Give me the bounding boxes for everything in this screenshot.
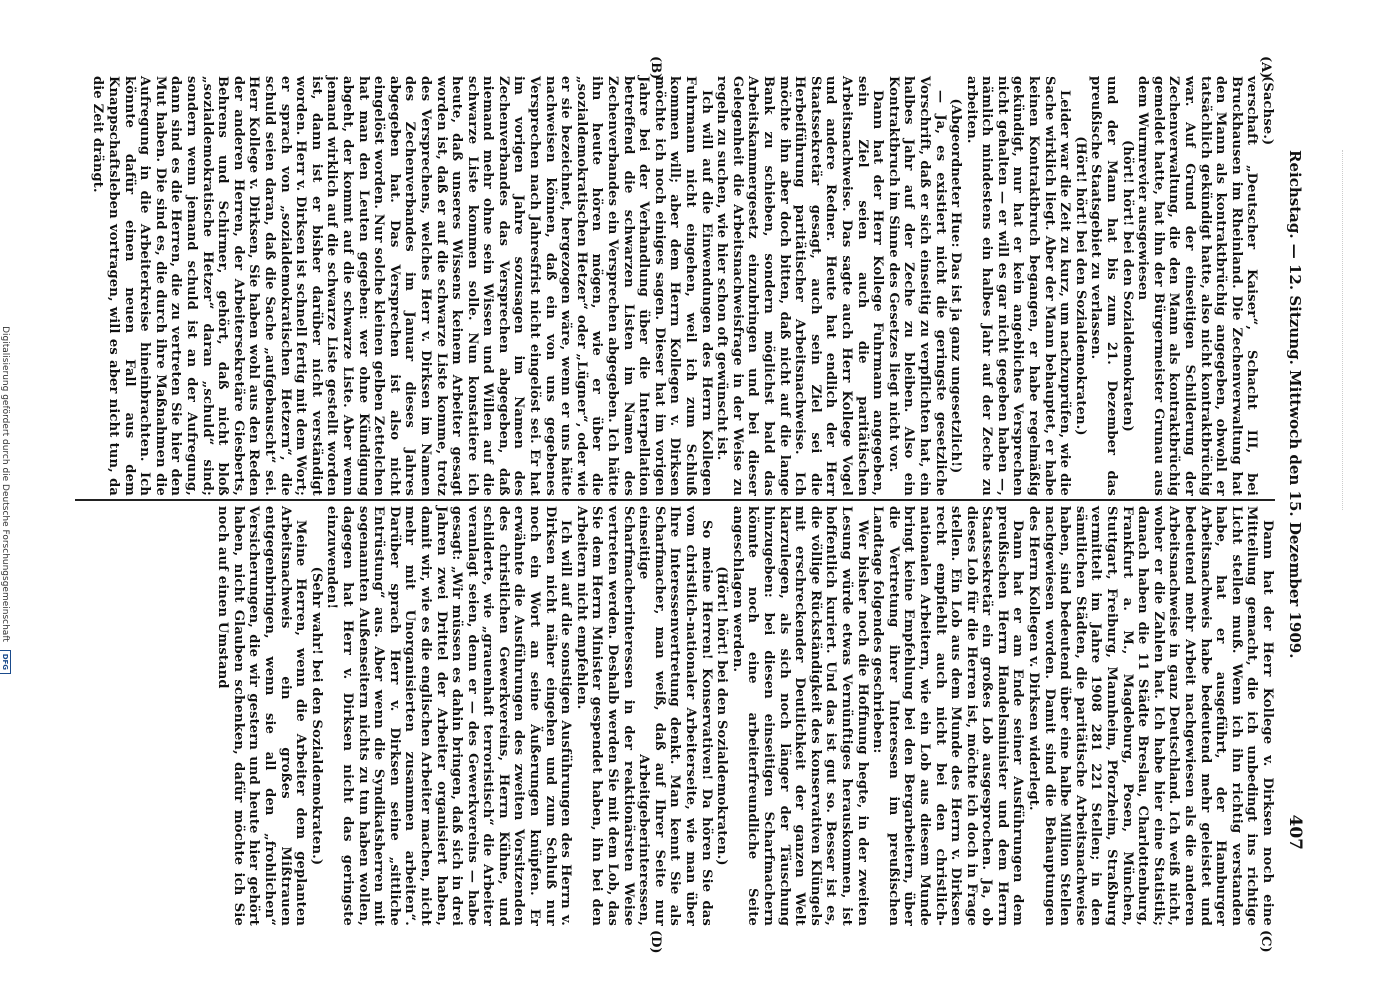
margin-mark-b: (B) xyxy=(648,56,663,80)
interjection: (Sehr wahr! bei den Sozialdemokraten.) xyxy=(308,566,324,866)
margin-mark-a: (A) xyxy=(1258,56,1273,79)
footer-text: Digitalisierung gefördert durch die Deutsche Forschungsgemeinschaft xyxy=(0,326,10,642)
page-header xyxy=(1285,150,1305,850)
page-number: 407 xyxy=(1285,814,1305,850)
dfg-logo-icon: DFG xyxy=(0,650,11,674)
paragraph: Dann hat der Herr Kollege Fuhrmann angegeben, sein Ziel seien auch die paritätischen Arbeitsnachweise. Das sagte auch Herr Kollege Vogel und andere Redner. Heute hat endlich der Herr Staatssekretär gesagt, auch sein Ziel sei die Herbeiführung paritätischer Arbeitsnachweise. Ich möchte ihn aber doch bitten, daß nicht auf die lange Bank zu schieben, sondern möglichst bald das Arbeitskammergesetz einzubringen und bei dieser Gelegenheit die Arbeitsnachweisfrage in der Weise zu regeln zu suchen, wie hier schon oft gewünscht ist. xyxy=(714,76,886,496)
paragraph: Leider war die Zeit zu kurz, um nachzuprüfen, wie die Sache wirklich liegt. Aber der Mann behauptet, er habe keinen Kontraktbruch begangen, er habe regelmäßig gekündigt, nur hat er kein angebliches Versprechen nicht gehalten — er will es gar nicht gegeben haben —, nämlich mindestens ein halbes Jahr auf der Zeche zu arbeiten. xyxy=(963,76,1073,496)
interjection: (Abgeordneter Hue: Das ist ja ganz ungesetzlich!) xyxy=(948,98,964,474)
paragraph: und der Mann hat bis zum 21. Dezember das preußische Staatsgebiet zu verlassen. xyxy=(1088,76,1120,496)
header-title: Reichstag. — 12. Sitzung. Mittwoch den 15. Dezember 1909. xyxy=(1286,150,1304,659)
quotation: Wer bisher noch die Hoffnung hegte, in der zweiten Lesung würde etwas Vernünftiges herauskommen, ist hoffentlich kuriert. Und das ist gut so. Besser ist es, die völlige Rückständigkeit des konservativen Klüngels mit erschreckender Deutlichkeit der ganzen Welt klarzulegen, als sich noch länger der Täuschung hinzugeben: bei diesen einseitigen Scharfmachern könnte noch eine arbeiterfreundliche Seite angeschlagen werden. xyxy=(729,506,870,926)
left-column xyxy=(90,76,1275,496)
paragraph: — Ja, es existiert nicht die geringste gesetzliche Vorschrift, daß er sich einseitig zu verpflichten hat, ein halbes Jahr auf der Zeche zu bleiben. Also ein Kontraktbruch im Sinne des Gesetzes liegt nicht vor. xyxy=(885,76,948,496)
margin-mark-d: (D) xyxy=(648,930,663,954)
right-column xyxy=(215,506,1275,926)
paragraph: Ich will auf die Einwendungen des Herrn Kollegen Fuhrmann nicht eingehen, weil ich zum Schluß kommen will; aber dem Herrn Kollegen v. Dirksen möchte ich noch einiges sagen. Dieser hat im vorigen Jahre bei der Verhandlung über die Interpellation betreffend die schwarzen Listen im Namen des Zechenverbandes ein Versprechen abgegeben. Ich hätte ihn heute hören mögen, wie er über die „sozialdemokratischen Hetzer“ oder „Lügner“, oder wie er sie bezeichnet, hergezogen wäre, wenn er uns hätte nachweisen können, daß ein von uns gegebenes Versprechen nach Jahresfrist nicht eingelöst sei. Er hat im vorigen Jahre sozusagen im Namen des Zechenverbandes das Versprechen abgegeben, daß niemand mehr ohne sein Wissen und Willen auf die schwarze Liste kommen solle. Nun konstatiere ich heute, daß unseres Wissens keinem Arbeiter gesagt worden ist, daß er auf die schwarze Liste komme, trotz des Versprechens, welches Herr v. Dirksen im Namen des Zechenverbandes im Januar dieses Jahres abgegeben hat. Das Versprechen ist also nicht eingelöst worden. Nur solche kleinen gelben Zettelchen hat man den Leuten gegeben: wer ohne Kündigung abgeht, der kommt auf die schwarze Liste. Aber wenn jemand wirklich auf die schwarze Liste gestellt worden ist, dann ist er bisher darüber nicht verständigt worden. Herr v. Dirksen ist schnell fertig mit dem Wort; er sprach von „sozialdemokratischen Hetzern“, die schuld seien daran, daß die Sache „aufgebauscht“ sei. Herr Kollege v. Dirksen, Sie haben wohl aus den Reden der anderen Herren, der Arbeitersekretäre Giesberts, Behrens und Schirmer, gehört, daß nicht bloß „sozialdemokratische Hetzer“ daran „schuld“ sind; sondern wenn jemand schuld ist an der Aufregung, dann sind es die Herren, die zu vertreten Sie hier den Mut haben. Die sind es, die durch ihre Maßnahmen die Aufregung in die Arbeiterkreise hineinbrachten. Ich könnte dafür einen neuen Fall aus dem Knappschaftsleben vortragen, will es aber nicht tun, da die Zeit drängt. xyxy=(90,76,714,496)
paragraph: Dann hat er am Ende seiner Ausführungen dem preußischen Herrn Handelsminister und dem Herrn Staatssekretär ein großes Lob ausgesprochen. Ja, ob dieses Lob für die Herren ist, möchte ich doch in Frage stellen. Ein Lob aus dem Munde des Herrn v. Dirksen recht empfiehlt auch nicht bei den christlich-nationalen Arbeitern, wie ein Lob aus diesem Munde bringt keine Empfehlung bei den Bergarbeitern, über die Vertretung ihrer Interessen im preußischen Landtage folgendes geschrieben: xyxy=(870,506,1026,926)
margin-mark-c: (C) xyxy=(1258,930,1273,953)
paragraph: Ich will auf die sonstigen Ausführungen des Herrn v. Dirksen nicht näher eingehen und zum Schluß nur noch ein Wort an seine Äußerungen knüpfen. Er erwähnte die Ausführungen des zweiten Vorsitzenden des christlichen Gewerkvereins, Herrn Kühne, und schilderte, wie „grauenhaft terroristisch“ die Arbeiter veranlagt seien, denn er — des Gewerkvereins — habe gesagt: „Wir müssen es dahin bringen, daß sich in drei Jahren zwei Drittel der Arbeiter organisiert haben, damit wir, wie es die englischen Arbeiter machen, nicht mehr mit Unorganisierten zusammen arbeiten“. Darüber sprach Herr v. Dirksen seine „sittliche Entrüstung“ aus. Aber wenn die Syndikatsherren mit sogenannten Außenseitern nichts zu tun haben wollen, dagegen hat Herr v. Dirksen nicht das geringste einzuwenden! xyxy=(324,506,574,926)
paragraph: Meine Herren, wenn die Arbeiter dem geplanten Arbeitsnachweis ein großes Mißtrauen entgegenbringen, wenn sie all den „frohlichen“ Versicherungen, die wir gestern und heute hier gehört haben, nicht Glauben schenken, dafür möchte ich Sie noch auf einen Umstand xyxy=(215,506,309,926)
paragraph: Dann hat der Herr Kollege v. Dirksen noch eine Mitteilung gemacht, die ich unbedingt ins richtige Licht stellen muß. Wenn ich ihn richtig verstanden habe, hat er ausgeführt, der Hamburger Arbeitsnachweis habe bedeutend mehr geleistet und bedeutend mehr Arbeit nachgewiesen als die anderen Arbeitsnachweise in ganz Deutschland. Ich weiß nicht, woher er die Zahlen hat. Ich habe hier eine Statistik; danach haben die 11 Städte Breslau, Charlottenburg, Frankfurt a. M., Magdeburg, Posen, München, Stuttgart, Freiburg, Mannheim, Pforzheim, Straßburg vermittelt im Jahre 1908 281 221 Stellen; in den sämtlichen Städten, die paritätische Arbeitsnachweise haben, sind bedeutend über eine halbe Million Stellen nachgewiesen worden. Damit sind die Behauptungen des Herrn Kollegen v. Dirksen widerlegt. xyxy=(1026,506,1275,926)
digitization-footer xyxy=(0,0,11,1000)
paragraph: So meine Herren! Konservativen! Da hören Sie das vom christlich-nationaler Arbeiterseite, wie man über Ihre Interessenvertretung denkt. Man kennt Sie als Scharfmacher, man weiß, daß auf Ihrer Seite nur einseitige Arbeitgeberinteressen, Scharfmacherinteressen in der reaktionärsten Weise vertreten werden. Deshalb werden Sie mit dem Lob, das Sie dem Herrn Minister gespendet haben, ihn bei den Arbeitern nicht empfehlen. xyxy=(573,506,714,926)
speaker-name: (Sachse.) xyxy=(1260,76,1275,146)
interjection: (Hört! hört! bei den Sozialdemokraten.) xyxy=(1072,136,1088,436)
scan-artifact-line xyxy=(1338,150,1343,510)
interjection: (Hört! hört! bei den Sozialdemokraten.) xyxy=(714,566,730,866)
interjection: (hört! hört! bei den Sozialdemokraten) xyxy=(1119,139,1135,433)
paragraph: verschaft „Deutscher Kaiser“, Schacht III, bei Bruckhausen im Rheinland. Die Zechenverwaltung hat den Mann als kontraktbrüchig angegeben, obwohl er tatsächlich gekündigt hatte, also nicht kontraktbrüchig war. Auf Grund der einseitigen Schilderung der Zechenverwaltung, die den Mann als kontraktbrüchig gemeldet hatte, hat ihn der Bürgermeister Grunau aus dem Wurmrevier ausgewiesen xyxy=(1135,76,1260,496)
column-divider xyxy=(75,499,1275,501)
